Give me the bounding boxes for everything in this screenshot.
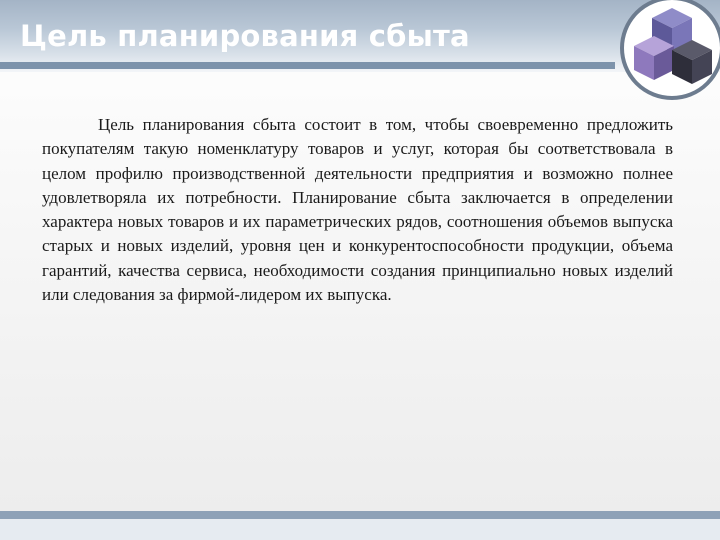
footer-band xyxy=(0,519,720,540)
header-divider xyxy=(0,62,615,69)
footer-divider xyxy=(0,511,720,519)
cubes-logo-icon xyxy=(608,0,720,104)
body-paragraph: Цель планирования сбыта состоит в том, чтобы своевременно предложить покупателям такую номенклатуру товаров и услуг, которая бы соответствовала в целом профилю производственной деятельности предприятия и возможно полнее удовлетворяла их потребности. Планирование сбыта заключается в определении характера новых товаров и их параметрических рядов, соотношения объемов выпуска старых и новых изделий, уровня цен и конкурентоспособности продукции, объема гарантий, качества сервиса, необходимости создания принципиально новых изделий или следования за фирмой-лидером их выпуска. xyxy=(42,115,673,305)
slide-title: Цель планирования сбыта xyxy=(20,19,470,53)
